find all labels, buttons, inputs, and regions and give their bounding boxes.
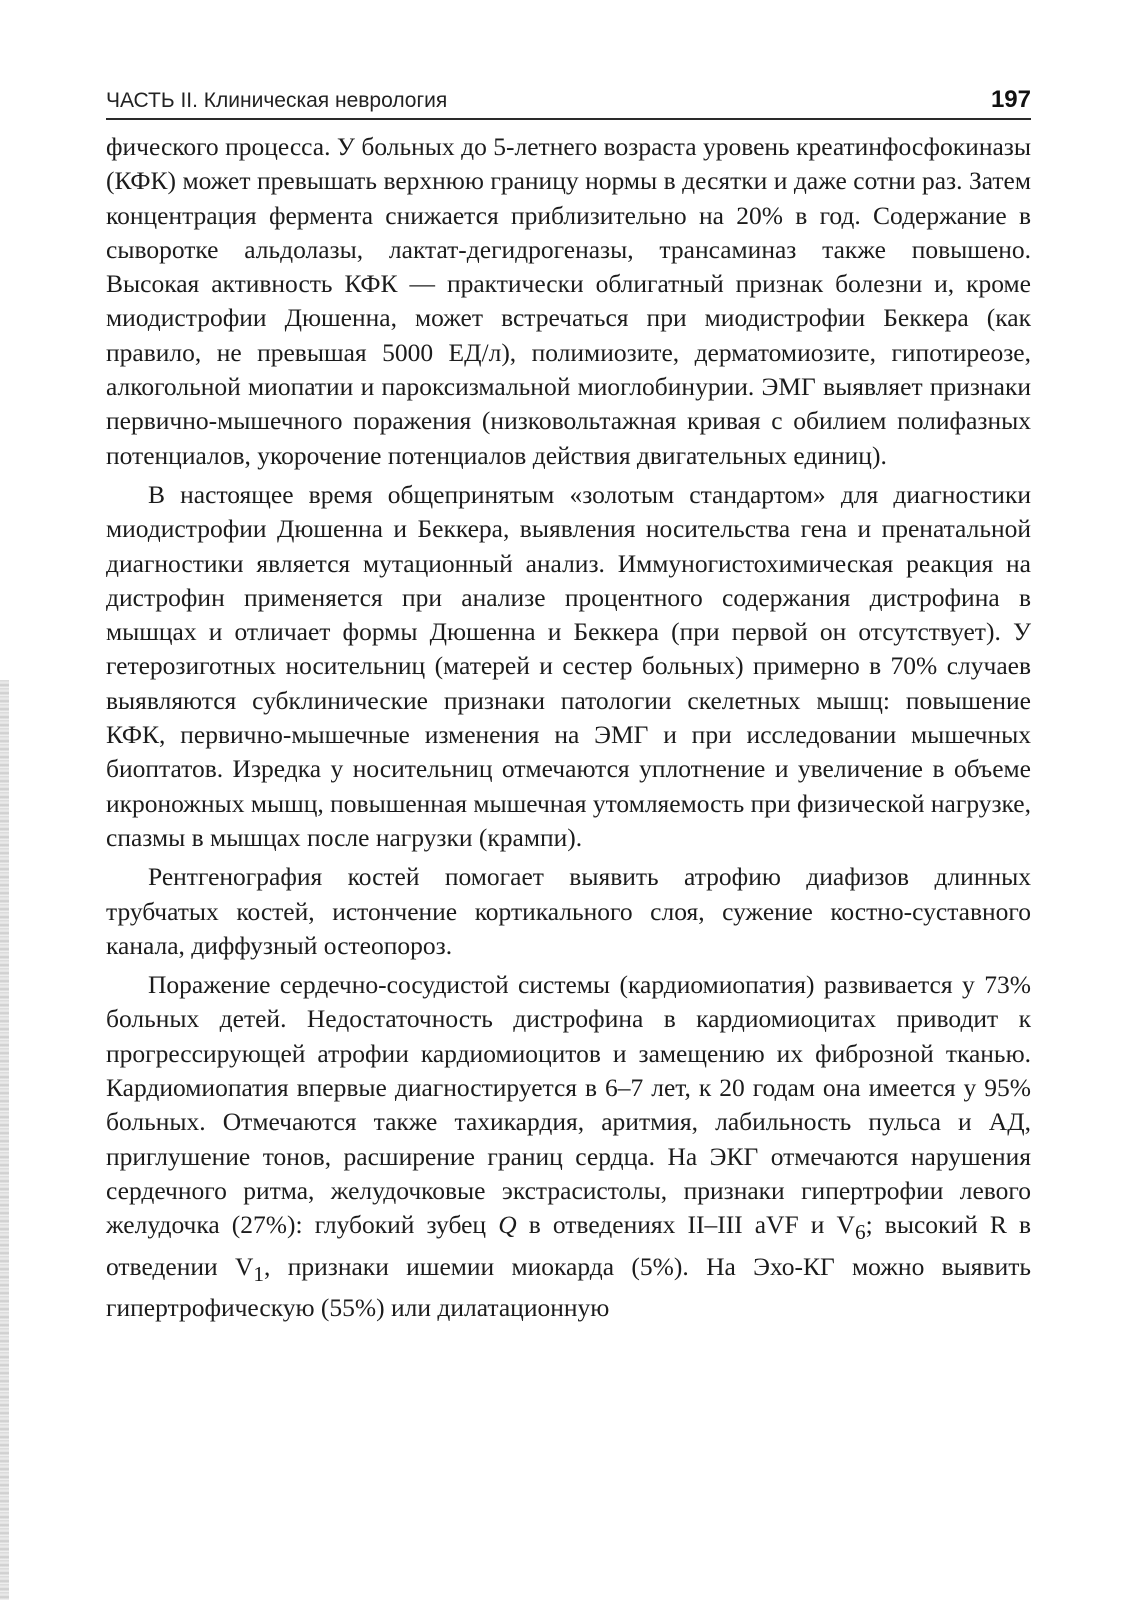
q-wave-label: Q: [498, 1210, 517, 1240]
paragraph-3: Рентгенография костей помогает выявить атрофию диафизов длинных трубчатых костей, истончение кортикального слоя, сужение костно-суставного канала, диффузный остеопороз.: [106, 862, 1031, 960]
scan-page-edge: [0, 680, 9, 1600]
v6-subscript: 6: [854, 1220, 866, 1245]
paragraph-2: В настоящее время общепринятым «золотым стандартом» для диагностики миодистрофии Дюшенна и Беккера, выявления носительства гена и пренатальной диагностики является мутационный анализ. Иммуногистохимическая реакция на дистрофин применяется при анализе процентного содержания дистрофина в мышцах и отличает формы Дюшенна и Беккера (при первой он отсутствует). У гетерозиготных носительниц (матерей и сестер больных) примерно в 70% случаев выявляются субклинические признаки патологии скелетных мышц: повышение КФК, первично-мышечные изменения на ЭМГ и при исследовании мышечных биоптатов. Изредка у носительниц отмечаются уплотнение и увеличение в объеме икроножных мышц, повышенная мышечная утомляемость при физической нагрузке, спазмы в мышцах после нагрузки (крампи).: [106, 479, 1031, 852]
running-title: ЧАСТЬ II. Клиническая неврология: [106, 89, 448, 112]
paragraph-4-start: Поражение сердечно-сосудистой системы (кардиомиопатия) развивается у 73% больных детей. Недостаточность дистрофина в кардиомиоцитах приводит к прогрессирующей атрофии кардиомиоцитов и замещению их фиброзной тканью. Кардиомиопатия впервые диагностируется в 6–7 лет, к 20 годам она имеется у 95% больных. Отмечаются также тахикардия, аритмия, лабильность пульса и АД, приглушение тонов, расширение границ сердца. На ЭКГ отмечаются нарушения сердечного ритма, желудочковые экстрасистолы, признаки гипертрофии левого желудочка (27%): глубокий зубец: [106, 970, 1031, 1240]
page-number: 197: [990, 86, 1031, 113]
paragraph-4-end: , признаки ишемии миокарда (5%). На Эхо-КГ можно выявить гипертрофическую (55%) или дилатационную: [106, 1251, 1031, 1322]
paragraph-1: фического процесса. У больных до 5-летнего возраста уровень креатинфосфокиназы (КФК) может превышать верхнюю границу нормы в десятки и даже сотни раз. Затем концентрация фермента снижается приблизительно на 20% в год. Содержание в сыворотке альдолазы, лактат-дегидрогеназы, трансаминаз также повышено. Высокая активность КФК — практически облигатный признак болезни и, кроме миодистрофии Дюшенна, может встречаться при миодистрофии Беккера (как правило, не превышая 5000 ЕД/л), полимиозите, дерматомиозите, гипотиреозе, алкогольной миопатии и пароксизмальной миоглобинурии. ЭМГ выявляет признаки первично-мышечного поражения (низковольтажная кривая с обилием полифазных потенциалов, укорочение потенциалов действия двигательных единиц).: [106, 132, 1031, 470]
body-text: [106, 130, 1031, 1325]
leads-text-1: в отведениях II–III aVF и V: [528, 1210, 855, 1240]
paragraph-4: [106, 968, 1031, 1325]
leads-text-2: ; высокий R в отведении V: [106, 1210, 1031, 1281]
v1-subscript: 1: [253, 1261, 265, 1286]
page-header: [106, 82, 1031, 120]
